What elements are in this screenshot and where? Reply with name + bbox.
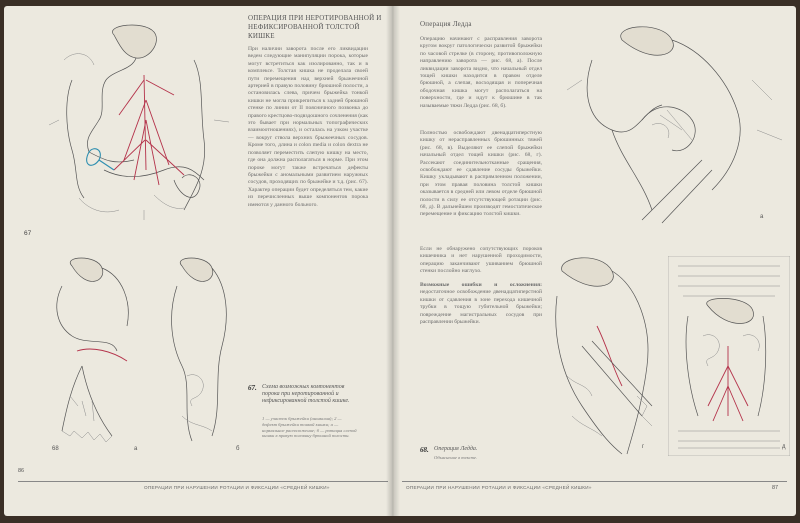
figure-68g-sublabel: г (642, 444, 645, 450)
figure-67b-illustration (152, 256, 242, 451)
right-page-body-paragraph-2: Полностью освобождают двенадцатиперстную кишку от нерасправленных брюшинных тяжей (рис. 68, в). Выделяют ее слепой брыжейки начальный отдел тощей кишки (рис. 68, г). Рассекают соединительнотканные сращения, освобождают ее сдавление сосуды брыжейки. Кишку укладывают в распрямленном положении, при этом правая половина толстой кишки оказывается в средней или левом отделе брюшной полости в силу ее отсутствующей ротации (рис. 68, д). В дальнейшем производят гемостатическое перемещение и фиксацию толстой кишки. (420, 130, 542, 218)
right-page-footer: ОПЕРАЦИИ ПРИ НАРУШЕНИИ РОТАЦИИ И ФИКСАЦИИ «СРЕДНЕЙ КИШКИ» (406, 485, 592, 490)
figure-68a-illustration (552, 20, 790, 225)
right-page-errors-block (420, 282, 542, 326)
book-gutter-shadow (386, 6, 400, 516)
figure-67b-sublabel: б (236, 446, 240, 452)
errors-text: недостаточное освобождение двенадцатиперстной кишки от сдавления в зоне перехода кишечной трубки в тощую губительной брыжейки; повреждение магистральных сосудов при расправлении брыжейки. (420, 289, 542, 326)
caption-68-text: Операция Ледда. (434, 446, 478, 452)
figure-68a-sublabel: а (760, 214, 764, 220)
left-page-body: При наличии заворота после его ликвидации ведем следующие манипуляции порока, которые могут встретиться как изолированно, так и в комплексе. Толстая кишка не проделала своей пути перемещения над верхней брыжеечной артерией в правую половину брюшной полости, а остановилась слева, причем брыжейка тонкой кишки не могла прикрепиться к задней брюшной стенке по линии от II поясничного позвонка до правого крестцово-подвздошного сочленения (как это бывает при нормальных топографических взаимоотношениях), и осталась на узком участке — вокруг ствола верхних брыжеечных сосудов. Кроме того, длина и colon media и colon dextra не позволяет переместить слепую кишку на место, где она должна располагаться в норме. При этом пороке могут также встречаться дефекты брыжейки с аномальными развитием наружных сосудов, проходящих по брыжейке и т.д. (рис. 67). Характер операции будет определяться тем, какие из перечисленных выше компонентов порока имеются у данного больного. (248, 46, 368, 208)
right-page-footer-rule (402, 481, 787, 482)
left-page-footer: ОПЕРАЦИИ ПРИ НАРУШЕНИИ РОТАЦИИ И ФИКСАЦИИ «СРЕДНЕЙ КИШКИ» (144, 485, 330, 490)
figure-68d-illustration (668, 256, 790, 456)
left-page-number: 86 (18, 468, 25, 474)
left-page-heading: ОПЕРАЦИЯ ПРИ НЕРОТИРОВАННОЙ И НЕФИКСИРОВАННОЙ ТОЛСТОЙ КИШКЕ (248, 14, 382, 40)
right-page-body-paragraph-3: Если не обнаружено сопутствующих пороков кишечника и нет нарушенной проходимости, операцию заканчивают ушиванием брюшной стенки послойно наглухо. (420, 246, 542, 275)
figure-68g-illustration (542, 256, 662, 456)
figure-67a-illustration (42, 256, 152, 451)
caption-67-number: 67. (248, 384, 257, 392)
errors-title: Возможные ошибки и осложнения: (420, 282, 542, 288)
figure-67a-sublabel: а (134, 446, 138, 452)
figure-68d-sublabel: д (782, 444, 786, 450)
right-page-number: 87 (772, 485, 779, 491)
left-page-footer-rule (18, 481, 388, 482)
right-page-heading: Операция Ледда (420, 20, 472, 28)
figure-68-sublabel: 68 (52, 446, 59, 452)
left-page (4, 6, 396, 516)
caption-67-text: Схема возможных компонентов порока при неротированной и нефиксированной толстой кишке. (262, 384, 350, 405)
caption-68-number: 68. (420, 446, 429, 454)
figure-67-main-illustration (44, 20, 234, 225)
caption-67-detail: 1 — участок брыжейки (аномалия); 2 — дефект брыжейки тонкой кишки; а — нормальное расположение; б — ротация слепой кишки в правую половину брюшной полости. (262, 416, 357, 439)
right-page-body-paragraph-1: Операцию начинают с расправления заворота кругом вокруг патологически развитой брыжейки по часовой стрелке (в сторону, противоположную направлению заворота — рис. 68, а). После ликвидации заворота видно, что начальный отдел тощей кишки находится в правом отделе брюшной, а слепая, восходящая и поперечная ободочная кишка могут располагаться на поверхности, где и идут к брюшине в так называемые тяжи Ледда (рис. 68, б). (420, 36, 542, 109)
caption-68-detail: Объяснение в тексте. (434, 455, 478, 460)
right-page (392, 6, 796, 516)
figure-67-number: 67 (24, 230, 32, 237)
